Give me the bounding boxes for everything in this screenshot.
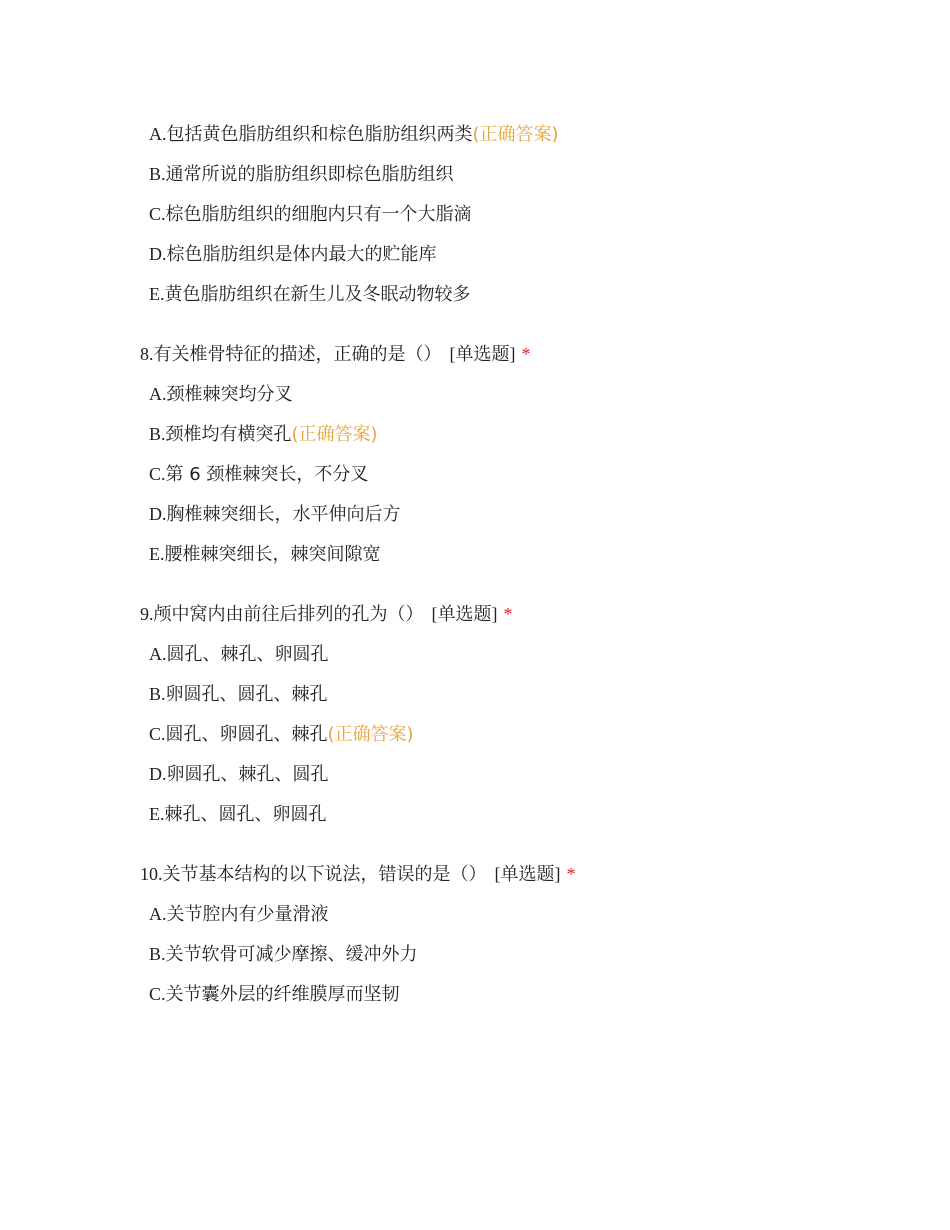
question-title [140, 334, 900, 374]
option-letter: D. [149, 244, 167, 264]
option-a [149, 114, 900, 154]
option-text: 包括黄色脂肪组织和棕色脂肪组织两类 [166, 124, 473, 145]
question-type: [单选题] [431, 604, 498, 624]
correct-answer-label: (正确答案) [291, 424, 378, 445]
option-e [149, 534, 900, 574]
option-d [149, 754, 900, 794]
correct-answer-label: (正确答案) [472, 124, 559, 145]
option-text: 第 6 颈椎棘突长，不分叉 [165, 464, 369, 485]
option-text: 颈椎棘突均分叉 [166, 384, 293, 405]
required-marker: * [566, 864, 576, 884]
option-letter: B. [149, 424, 166, 444]
option-list [140, 114, 900, 314]
option-c [149, 454, 900, 494]
question-7 [140, 114, 900, 314]
option-letter: B. [149, 684, 166, 704]
option-text: 黄色脂肪组织在新生儿及冬眠动物较多 [164, 284, 471, 305]
option-letter: D. [149, 764, 167, 784]
option-text: 关节软骨可减少摩擦、缓冲外力 [165, 944, 418, 965]
option-letter: E. [149, 284, 165, 304]
option-a [149, 894, 900, 934]
option-text: 胸椎棘突细长，水平伸向后方 [166, 504, 401, 525]
option-b [149, 154, 900, 194]
question-title [140, 854, 900, 894]
option-text: 棕色脂肪组织的细胞内只有一个大脂滴 [165, 204, 472, 225]
question-title [140, 594, 900, 634]
question-number: 9. [140, 604, 154, 624]
option-text: 颈椎均有横突孔 [165, 424, 292, 445]
option-c [149, 974, 900, 1014]
option-b [149, 934, 900, 974]
option-letter: A. [149, 644, 167, 664]
option-letter: C. [149, 984, 166, 1004]
option-letter: C. [149, 204, 166, 224]
option-text: 圆孔、卵圆孔、棘孔 [165, 724, 328, 745]
option-b [149, 674, 900, 714]
option-letter: B. [149, 164, 166, 184]
question-type: [单选题] [494, 864, 561, 884]
question-text: 有关椎骨特征的描述，正确的是（） [153, 344, 442, 365]
option-letter: A. [149, 904, 167, 924]
question-number: 10. [140, 864, 163, 884]
option-letter: A. [149, 384, 167, 404]
question-type: [单选题] [449, 344, 516, 364]
option-list [140, 634, 900, 834]
question-text: 颅中窝内由前往后排列的孔为（） [153, 604, 424, 625]
option-letter: C. [149, 724, 166, 744]
option-text: 腰椎棘突细长，棘突间隙宽 [164, 544, 381, 565]
question-list [140, 114, 900, 1034]
option-text: 棕色脂肪组织是体内最大的贮能库 [166, 244, 437, 265]
option-b [149, 414, 900, 454]
option-letter: C. [149, 464, 166, 484]
option-text: 关节腔内有少量滑液 [166, 904, 329, 925]
option-e [149, 794, 900, 834]
question-10 [140, 854, 900, 1014]
option-list [140, 374, 900, 574]
option-a [149, 634, 900, 674]
option-c [149, 194, 900, 234]
question-number: 8. [140, 344, 154, 364]
correct-answer-label: (正确答案) [327, 724, 414, 745]
option-letter: A. [149, 124, 167, 144]
option-text: 卵圆孔、圆孔、棘孔 [165, 684, 328, 705]
option-a [149, 374, 900, 414]
option-letter: D. [149, 504, 167, 524]
option-list [140, 894, 900, 1014]
option-text: 通常所说的脂肪组织即棕色脂肪组织 [165, 164, 454, 185]
option-letter: E. [149, 544, 165, 564]
question-8 [140, 334, 900, 574]
option-text: 圆孔、棘孔、卵圆孔 [166, 644, 329, 665]
option-letter: E. [149, 804, 165, 824]
option-d [149, 494, 900, 534]
required-marker: * [521, 344, 531, 364]
option-text: 关节囊外层的纤维膜厚而坚韧 [165, 984, 400, 1005]
question-text: 关节基本结构的以下说法，错误的是（） [162, 864, 487, 885]
option-text: 棘孔、圆孔、卵圆孔 [164, 804, 327, 825]
option-text: 卵圆孔、棘孔、圆孔 [166, 764, 329, 785]
question-9 [140, 594, 900, 834]
option-e [149, 274, 900, 314]
option-c [149, 714, 900, 754]
option-d [149, 234, 900, 274]
option-letter: B. [149, 944, 166, 964]
required-marker: * [503, 604, 513, 624]
